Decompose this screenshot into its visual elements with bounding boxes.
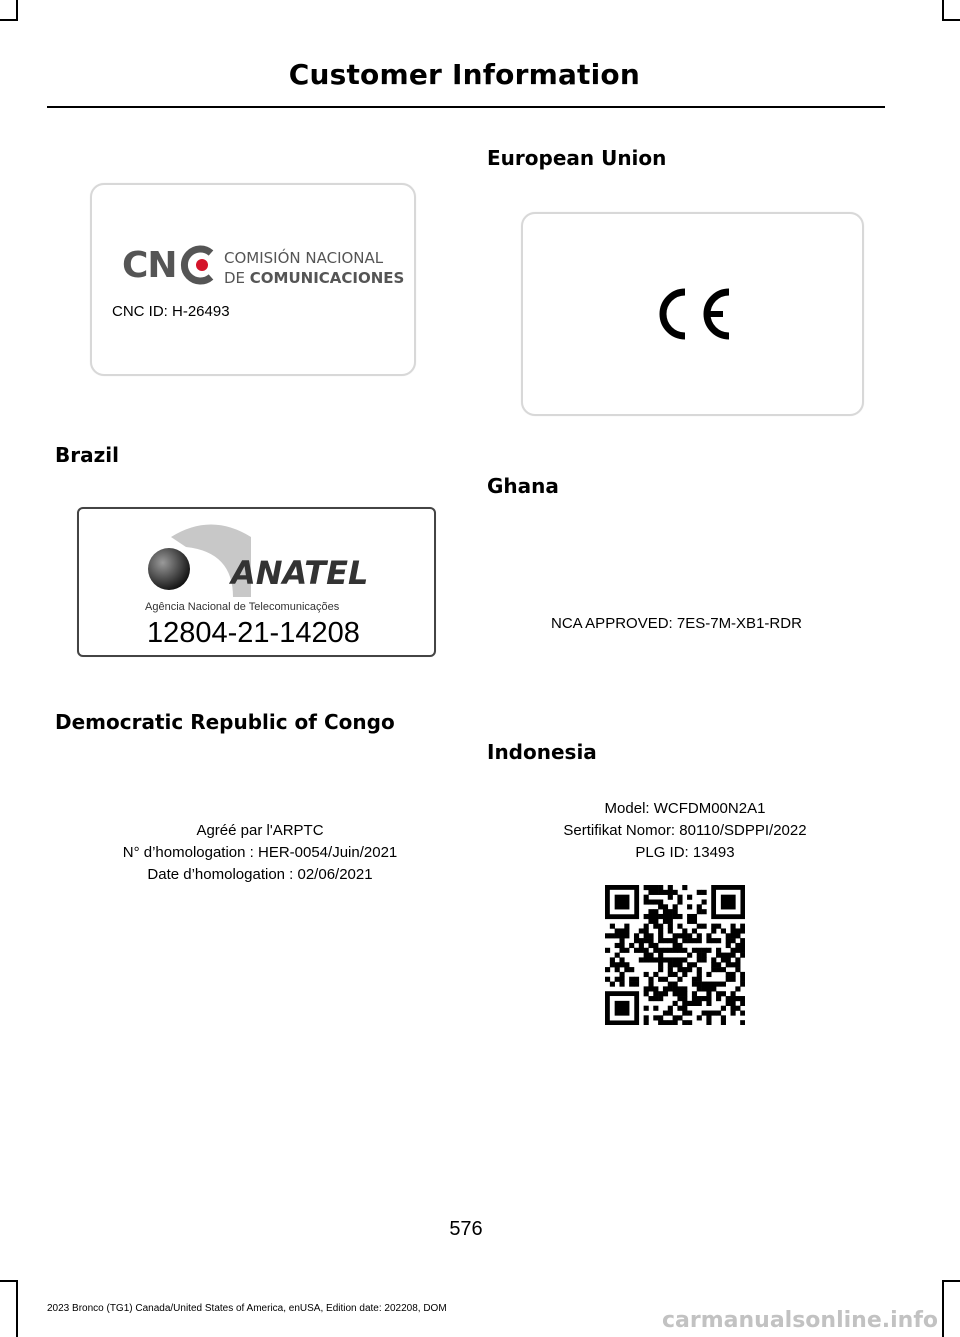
anatel-logo-name: ANATEL: [231, 554, 369, 592]
anatel-agency: Agência Nacional de Telecomunicações: [145, 601, 340, 613]
crop-mark: [942, 1280, 960, 1282]
indonesia-text-block: [530, 798, 840, 864]
qr-code-icon: [605, 885, 745, 1025]
crop-mark: [942, 1280, 944, 1337]
ghana-heading: Ghana: [487, 474, 559, 498]
brazil-heading: Brazil: [55, 443, 119, 467]
eu-heading: European Union: [487, 146, 667, 170]
ghana-approval: NCA APPROVED: 7ES-7M-XB1-RDR: [551, 615, 802, 632]
drc-line: N° d’homologation : HER-0054/Juin/2021: [122, 844, 398, 861]
cnc-logo-line2: DE COMUNICACIONES: [224, 269, 405, 287]
indonesia-heading: Indonesia: [487, 740, 597, 764]
cnc-logo-c-icon: [178, 245, 218, 285]
ce-mark-icon: [649, 284, 739, 344]
indonesia-line: PLG ID: 13493: [635, 844, 735, 861]
crop-mark: [16, 1280, 18, 1337]
indonesia-line: Model: WCFDM00N2A1: [604, 800, 766, 817]
crop-mark: [942, 0, 944, 20]
cnc-logo-line1: COMISIÓN NACIONAL: [224, 249, 384, 267]
anatel-number: 12804-21-14208: [147, 617, 360, 649]
anatel-label-card: [77, 507, 436, 657]
crop-mark: [942, 19, 960, 21]
watermark: carmanualsonline.info: [662, 1308, 938, 1333]
crop-mark: [0, 19, 18, 21]
crop-mark: [0, 1280, 18, 1282]
cnc-logo-text: [224, 248, 404, 288]
title-rule: [47, 106, 885, 108]
page-number: 576: [449, 1218, 483, 1240]
drc-line: Date d’homologation : 02/06/2021: [147, 866, 373, 883]
crop-mark: [16, 0, 18, 20]
cnc-label-card: [90, 183, 416, 376]
indonesia-line: Sertifikat Nomor: 80110/SDPPI/2022: [563, 822, 807, 839]
edition-line: 2023 Bronco (TG1) Canada/United States of America, enUSA, Edition date: 202208, DOM: [47, 1303, 447, 1314]
drc-line: Agréé par l'ARPTC: [196, 822, 324, 839]
page-title: Customer Information: [288, 58, 640, 91]
drc-heading: Democratic Republic of Congo: [55, 710, 395, 734]
ce-label-card: [521, 212, 864, 416]
cnc-logo-letters: CN: [122, 245, 177, 286]
drc-text-block: [95, 820, 425, 886]
cnc-id: CNC ID: H-26493: [112, 303, 230, 320]
